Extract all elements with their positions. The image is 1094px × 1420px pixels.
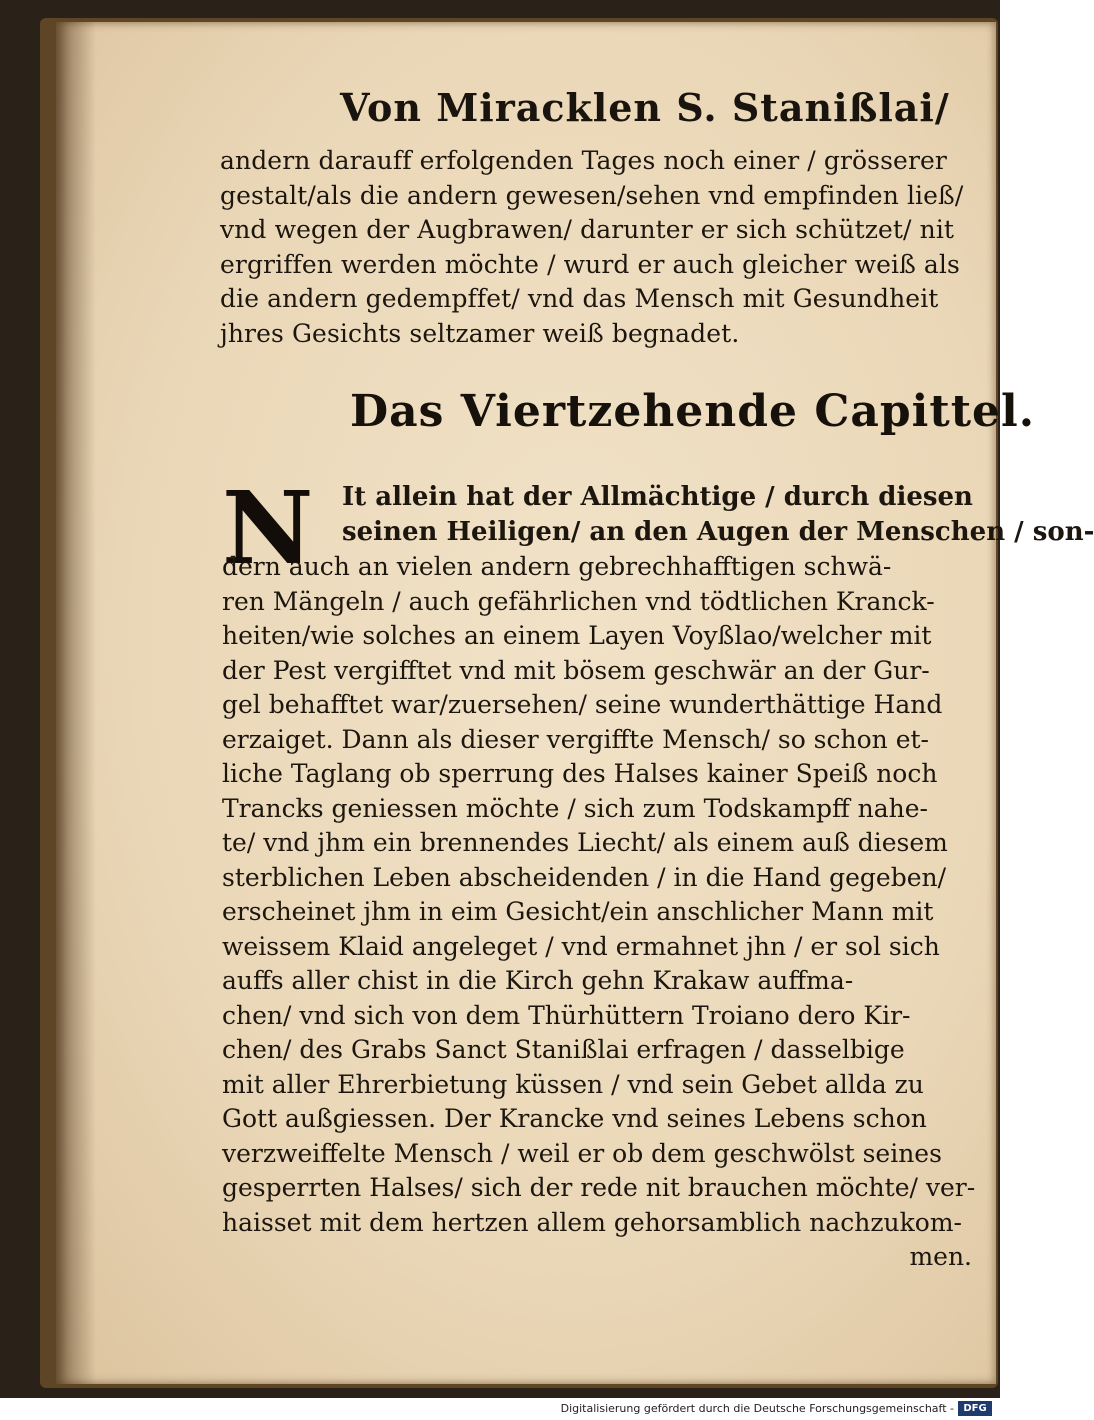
text-line: heiten/wie solches an einem Layen Voyßlao/welcher mit [222,621,932,650]
text-line: die andern gedempffet/ vnd das Mensch mit Gesundheit [220,284,939,314]
top-text-block [220,144,970,352]
text-line: seinen Heiligen/ an den Augen der Menschen / son- [342,517,1094,547]
chapter-heading: Das Viertzehende Capittel. [350,386,1036,437]
text-line: chen/ vnd sich von dem Thürhüttern Troiano dero Kir- [222,1000,911,1030]
drop-cap: N [222,469,314,587]
first-lines-block [342,480,1094,550]
text-line: haisset mit dem hertzen allem gehorsamblich nachzukom- [222,1207,962,1237]
footer-credit: Digitalisierung gefördert durch die Deutsche Forschungsgemeinschaft - [560,1402,954,1415]
text-line: Gott außgiessen. Der Krancke vnd seines Lebens schon [222,1104,927,1133]
gutter-shadow [56,22,96,1384]
text-line: gel behafftet war/zuersehen/ seine wunderthättige Hand [222,690,943,719]
text-line: ergriffen werden möchte / wurd er auch gleicher weiß als [220,249,960,279]
catchword: men. [909,1242,972,1271]
text-line: auffs aller chist in die Kirch gehn Krakaw auffma- [222,966,854,995]
text-line: dern auch an vielen andern gebrechhafftigen schwä- [222,552,892,581]
text-line: te/ vnd jhm ein brennendes Liecht/ als einem auß diesem [222,828,948,857]
text-line: vnd wegen der Augbrawen/ darunter er sich schützet/ nit [220,215,955,245]
text-line: chen/ des Grabs Sanct Stanißlai erfragen / dasselbige [222,1035,905,1064]
text-line: erscheinet jhm in eim Gesicht/ein anschlicher Mann mit [222,897,934,926]
text-line: mit aller Ehrerbietung küssen / vnd sein Gebet allda zu [222,1069,924,1099]
body-text-block [222,550,982,1275]
text-line: gestalt/als die andern gewesen/sehen vnd empfinden ließ/ [220,180,964,210]
dfg-logo: DFG [958,1401,992,1416]
text-line: andern darauff erfolgenden Tages noch einer / grösserer [220,146,947,175]
text-line: Trancks geniessen möchte / sich zum Todskampff nahe- [222,793,929,823]
text-line: ren Mängeln / auch gefährlichen vnd tödtlichen Kranck- [222,586,935,616]
text-line: verzweiffelte Mensch / weil er ob dem geschwölst seines [222,1138,942,1168]
footer-bar [0,1398,1000,1420]
text-line: erzaiget. Dann als dieser vergiffte Mensch/ so schon et- [222,724,930,754]
text-line: liche Taglang ob sperrung des Halses kainer Speiß noch [222,759,938,788]
text-line: jhres Gesichts seltzamer weiß begnadet. [220,318,740,348]
text-line: gesperrten Halses/ sich der rede nit brauchen möchte/ ver- [222,1173,976,1202]
text-line: der Pest vergifftet vnd mit bösem geschwär an der Gur- [222,655,930,685]
running-head: Von Miracklen S. Stanißlai/ [340,85,950,130]
text-line: It allein hat der Allmächtige / durch diesen [342,482,973,512]
text-line: sterblichen Leben abscheidenden / in die Hand gegeben/ [222,862,947,892]
text-line: weissem Klaid angeleget / vnd ermahnet jhn / er sol sich [222,931,940,961]
